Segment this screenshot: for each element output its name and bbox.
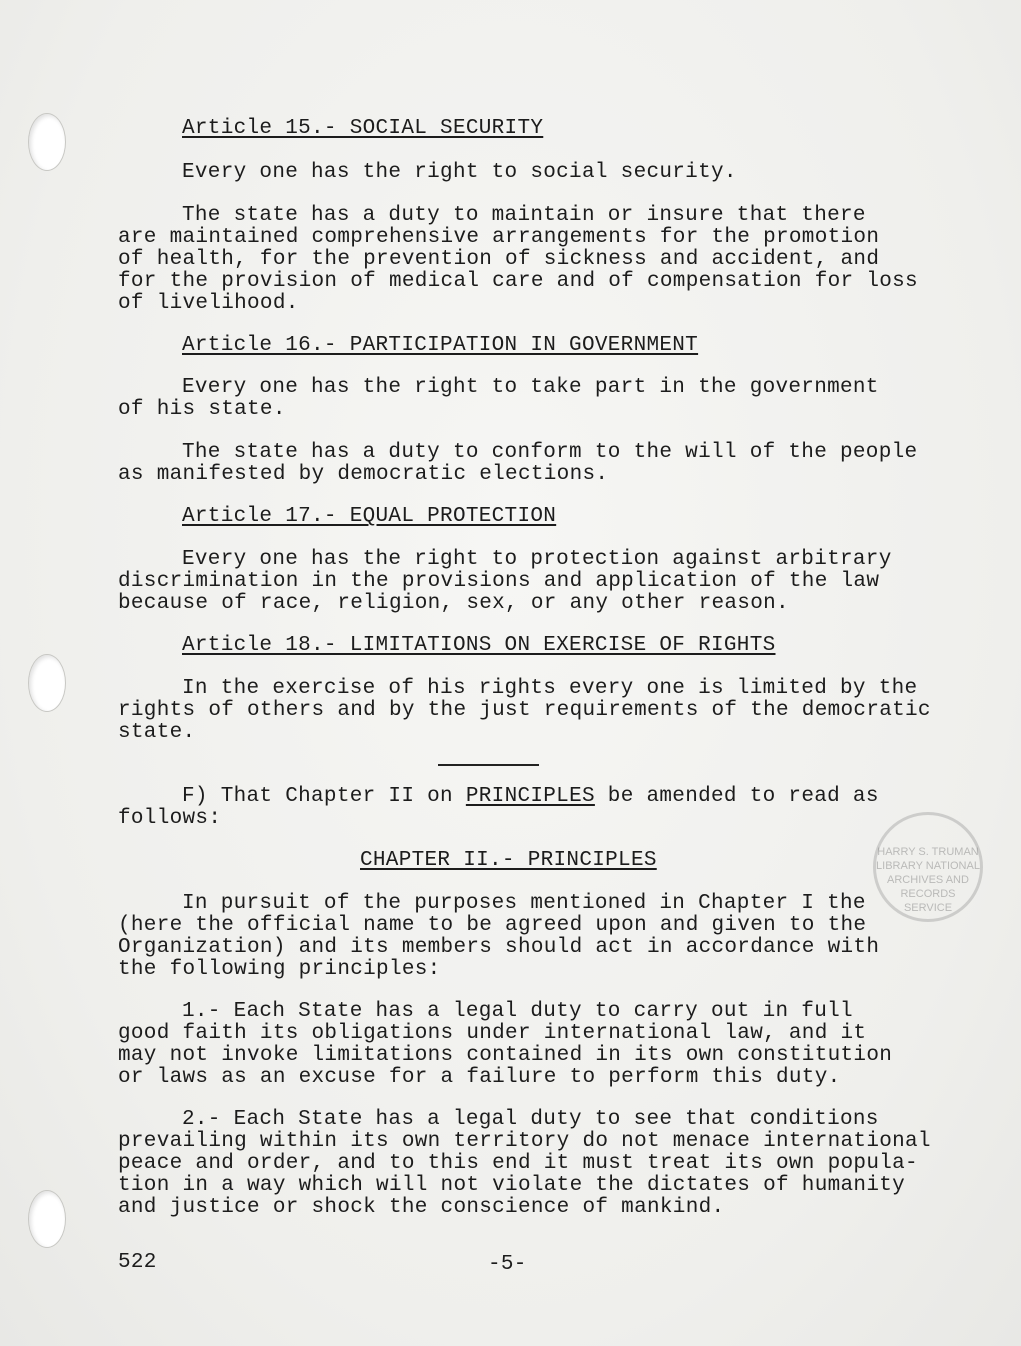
document-number: 522: [118, 1251, 157, 1274]
principle-1-line: 1.- Each State has a legal duty to carry out in full: [182, 1000, 853, 1023]
article-18-p1-line: In the exercise of his rights every one is limited by the: [182, 677, 918, 700]
principle-2-line: tion in a way which will not violate the dictates of humanity: [118, 1174, 906, 1197]
punch-hole-bottom: [28, 1190, 66, 1248]
article-15-p2-line: are maintained comprehensive arrangements for the promotion: [118, 226, 880, 249]
section-divider: [438, 764, 539, 766]
page-number: -5-: [488, 1253, 527, 1276]
article-16-p1-line: of his state.: [118, 398, 286, 421]
chapter-2-heading: CHAPTER II.- PRINCIPLES: [360, 849, 657, 872]
article-17-heading: Article 17.- EQUAL PROTECTION: [182, 505, 557, 528]
article-16-heading: Article 16.- PARTICIPATION IN GOVERNMENT: [182, 334, 699, 357]
article-15-p2-line: of health, for the prevention of sickness and accident, and: [118, 248, 880, 271]
principle-2-line: prevailing within its own territory do not menace international: [118, 1130, 931, 1153]
amendment-text-after: be amended to read as: [594, 785, 879, 808]
article-15-p1: Every one has the right to social security.: [182, 161, 737, 184]
principle-2-line: and justice or shock the conscience of mankind.: [118, 1196, 725, 1219]
library-stamp: [873, 812, 983, 922]
article-17-p1-line: discrimination in the provisions and application of the law: [118, 570, 880, 593]
chapter-2-intro-line: Organization) and its members should act in accordance with: [118, 936, 880, 959]
article-18-p1-line: rights of others and by the just requirements of the democratic: [118, 699, 931, 722]
amendment-line-2: follows:: [118, 807, 222, 830]
article-16-p1-line: Every one has the right to take part in the government: [182, 376, 879, 399]
article-15-p2-line: for the provision of medical care and of compensation for loss: [118, 270, 918, 293]
article-15-p2-line: of livelihood.: [118, 292, 299, 315]
article-17-p1-line: Every one has the right to protection against arbitrary: [182, 548, 892, 571]
article-17-p1-line: because of race, religion, sex, or any other reason.: [118, 592, 789, 615]
article-15-heading: Article 15.- SOCIAL SECURITY: [182, 117, 544, 140]
article-16-p2-line: as manifested by democratic elections.: [118, 463, 609, 486]
principle-1-line: or laws as an excuse for a failure to perform this duty.: [118, 1066, 841, 1089]
amendment-line-1: [182, 786, 879, 808]
principle-2-line: peace and order, and to this end it must treat its own popula-: [118, 1152, 918, 1175]
article-15-p2-line: The state has a duty to maintain or insure that there: [182, 204, 866, 227]
article-18-p1-line: state.: [118, 721, 196, 744]
principle-2-line: 2.- Each State has a legal duty to see that conditions: [182, 1108, 879, 1131]
article-18-heading: Article 18.- LIMITATIONS ON EXERCISE OF RIGHTS: [182, 634, 776, 657]
amendment-principles-underlined: PRINCIPLES: [465, 785, 595, 808]
chapter-2-intro-line: In pursuit of the purposes mentioned in Chapter I the: [182, 892, 866, 915]
chapter-2-intro-line: (here the official name to be agreed upon and given to the: [118, 914, 867, 937]
punch-hole-top: [28, 113, 66, 171]
chapter-2-intro-line: the following principles:: [118, 958, 441, 981]
punch-hole-middle: [28, 654, 66, 712]
article-16-p2-line: The state has a duty to conform to the will of the people: [182, 441, 918, 464]
principle-1-line: good faith its obligations under international law, and it: [118, 1022, 867, 1045]
amendment-text-before: F) That Chapter II on: [182, 785, 466, 808]
principle-1-line: may not invoke limitations contained in its own constitution: [118, 1044, 893, 1067]
stamp-text: HARRY S. TRUMAN LIBRARY NATIONAL ARCHIVES AND RECORDS SERVICE: [876, 846, 980, 914]
